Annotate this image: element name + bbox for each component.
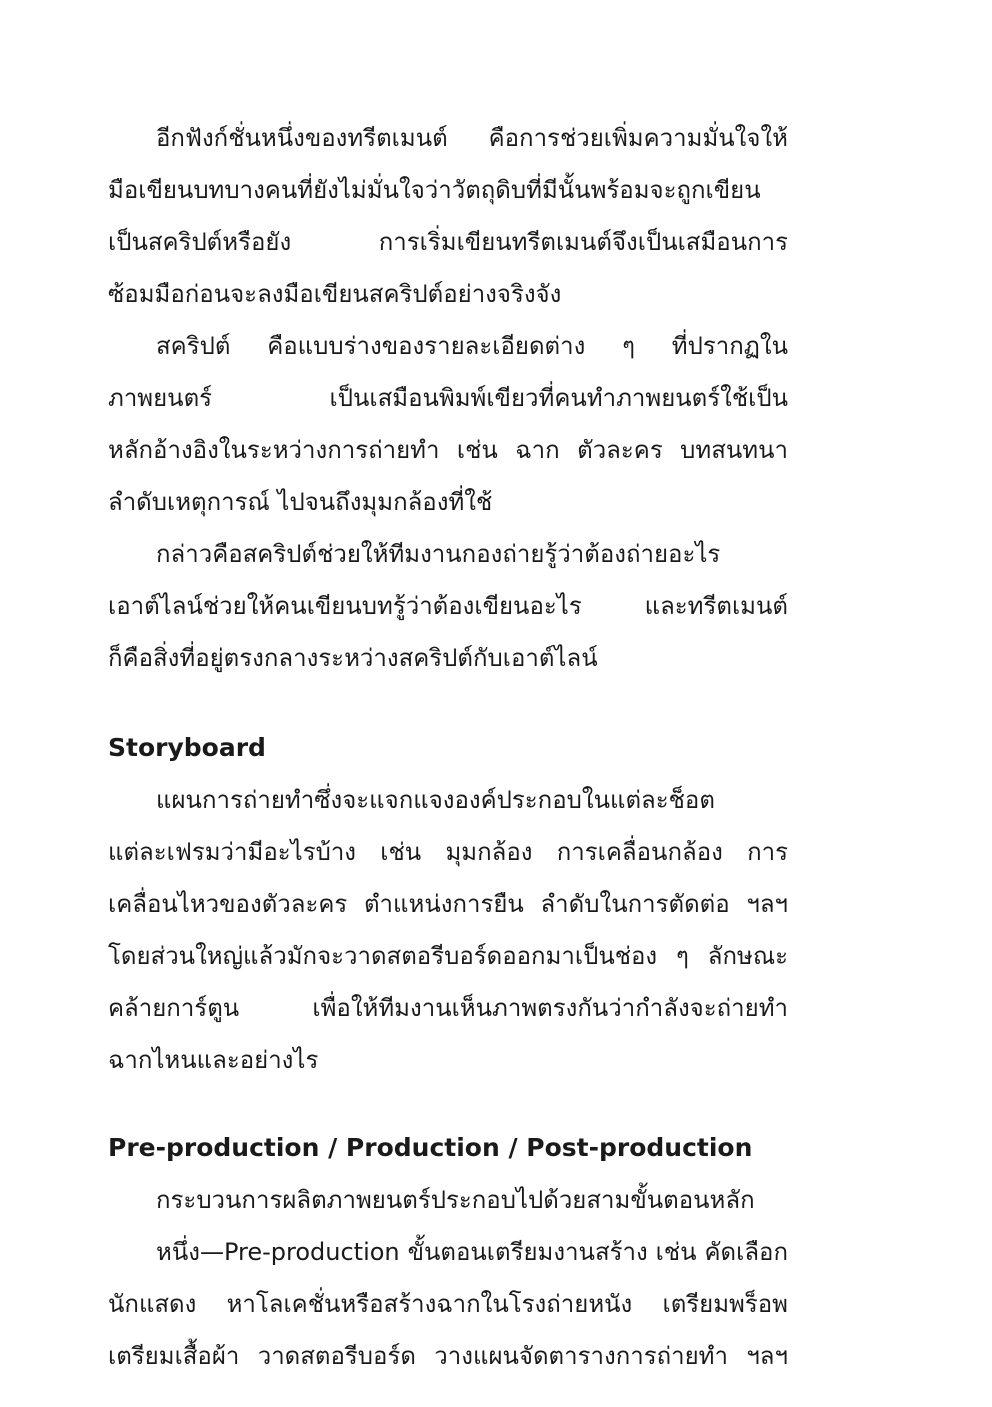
text-line: แผนการถ่ายทำซึ่งจะแจกแจงองค์ประกอบในแต่ละช็อต xyxy=(156,786,715,814)
page-body xyxy=(108,112,788,1382)
text-line: ฉากไหนและอย่างไร xyxy=(108,1046,319,1074)
text-line: มือเขียนบทบางคนที่ยังไม่มั่นใจว่าวัตถุดิบที่มีนั้นพร้อมจะถูกเขียน xyxy=(108,176,761,204)
paragraph xyxy=(108,528,788,684)
text-line: หลักอ้างอิงในระหว่างการถ่ายทำ เช่น ฉาก ตัวละคร บทสนทนา xyxy=(108,436,788,464)
text-line: โดยส่วนใหญ่แล้วมักจะวาดสตอรีบอร์ดออกมาเป็นช่อง ๆ ลักษณะ xyxy=(108,942,788,970)
text-line: หนึ่ง—Pre-production ขั้นตอนเตรียมงานสร้าง เช่น คัดเลือก xyxy=(156,1238,788,1266)
text-line: อีกฟังก์ชั่นหนึ่งของทรีตเมนต์ คือการช่วยเพิ่มความมั่นใจให้ xyxy=(156,124,788,152)
text-line: คล้ายการ์ตูน เพื่อให้ทีมงานเห็นภาพตรงกันว่ากำลังจะถ่ายทำ xyxy=(108,994,788,1022)
text-line: เคลื่อนไหวของตัวละคร ตำแหน่งการยืน ลำดับในการตัดต่อ ฯลฯ xyxy=(108,890,788,918)
text-line: สคริปต์ คือแบบร่างของรายละเอียดต่าง ๆ ที่ปรากฏใน xyxy=(156,332,788,360)
paragraph xyxy=(108,1226,788,1382)
text-line: ลำดับเหตุการณ์ ไปจนถึงมุมกล้องที่ใช้ xyxy=(108,488,493,516)
section-heading-production: Pre-production / Production / Post-production xyxy=(108,1133,753,1162)
text-line: แต่ละเฟรมว่ามีอะไรบ้าง เช่น มุมกล้อง การเคลื่อนกล้อง การ xyxy=(108,838,788,866)
text-line: เอาต์ไลน์ช่วยให้คนเขียนบทรู้ว่าต้องเขียนอะไร และทรีตเมนต์ xyxy=(108,592,788,620)
text-line: เป็นสคริปต์หรือยัง การเริ่มเขียนทรีตเมนต์จึงเป็นเสมือนการ xyxy=(108,228,788,256)
text-line: ก็คือสิ่งที่อยู่ตรงกลางระหว่างสคริปต์กับเอาต์ไลน์ xyxy=(108,644,598,672)
paragraph xyxy=(108,774,788,1086)
paragraph xyxy=(108,1174,788,1226)
paragraph xyxy=(108,112,788,320)
paragraph xyxy=(108,320,788,528)
text-line: ภาพยนตร์ เป็นเสมือนพิมพ์เขียวที่คนทำภาพยนตร์ใช้เป็น xyxy=(108,384,788,412)
text-line: เตรียมเสื้อผ้า วาดสตอรีบอร์ด วางแผนจัดตารางการถ่ายทำ ฯลฯ xyxy=(108,1342,788,1370)
text-line: ซ้อมมือก่อนจะลงมือเขียนสคริปต์อย่างจริงจัง xyxy=(108,280,562,308)
text-line: นักแสดง หาโลเคชั่นหรือสร้างฉากในโรงถ่ายหนัง เตรียมพร็อพ xyxy=(108,1290,788,1318)
text-line: กระบวนการผลิตภาพยนตร์ประกอบไปด้วยสามขั้นตอนหลัก xyxy=(156,1186,755,1214)
text-line: กล่าวคือสคริปต์ช่วยให้ทีมงานกองถ่ายรู้ว่าต้องถ่ายอะไร xyxy=(156,540,721,568)
section-heading-storyboard: Storyboard xyxy=(108,733,266,762)
